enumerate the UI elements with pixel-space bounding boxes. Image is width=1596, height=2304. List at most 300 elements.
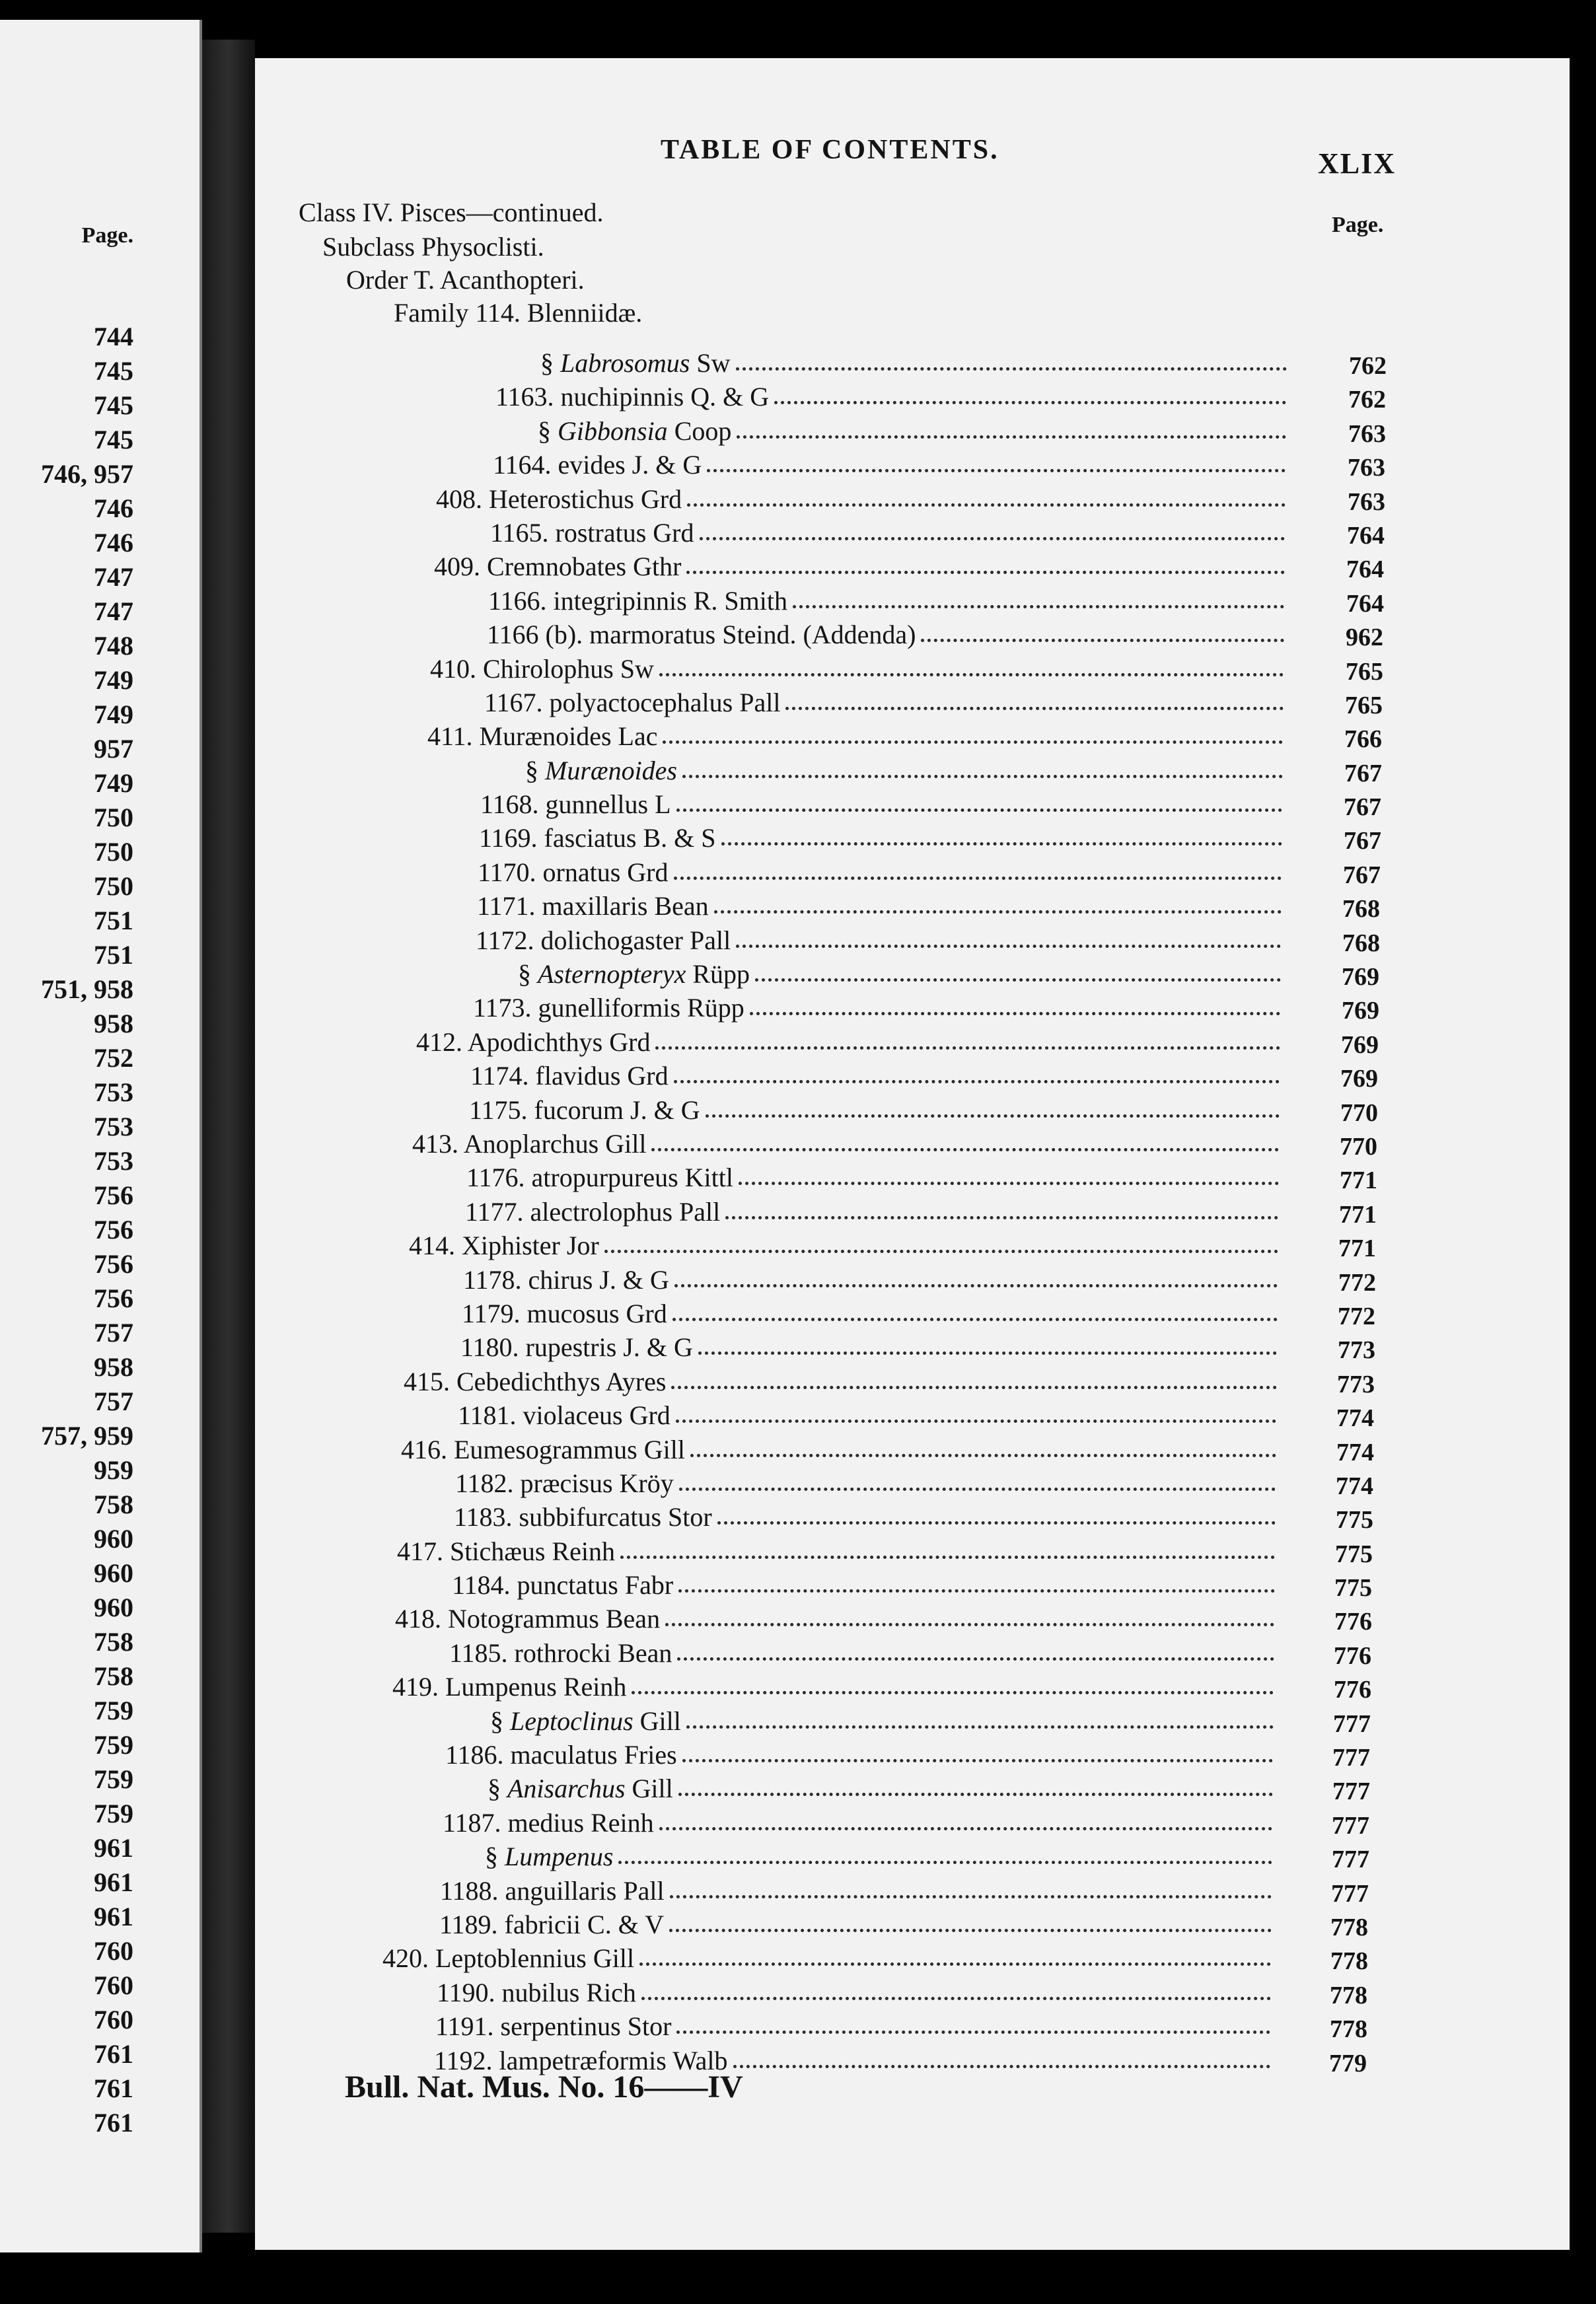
toc-entry-name: evides: [558, 450, 626, 480]
toc-entry-number: 1189.: [439, 1909, 505, 1939]
toc-entry: [0, 583, 1596, 616]
toc-entry-name: nuchipinnis: [560, 382, 684, 412]
toc-entry-label: [484, 687, 780, 718]
toc-entry-authority: Reinh: [591, 1807, 654, 1838]
toc-entry-label: [495, 381, 769, 412]
toc-entry-authority: Pall: [679, 1196, 721, 1227]
toc-entry-page: 773: [1338, 1336, 1375, 1365]
leader-dots: [682, 1759, 1273, 1762]
toc-entry-page: 776: [1334, 1676, 1371, 1704]
toc-entry-authority: Pall: [690, 925, 731, 955]
toc-entry-number: 1188.: [440, 1875, 505, 1906]
leader-dots: [774, 401, 1286, 404]
toc-entry: [0, 616, 1596, 650]
leader-dots: [671, 1386, 1277, 1389]
toc-entry-label: [490, 1706, 681, 1737]
leader-dots: [672, 1318, 1278, 1321]
toc-entry-label: [397, 1536, 615, 1567]
toc-entry-page: 767: [1343, 861, 1381, 889]
toc-entry-authority: Stor: [627, 2011, 672, 2042]
toc-entry-authority: Sw: [620, 653, 654, 684]
toc-entry-number: 1164.: [493, 450, 558, 480]
toc-entry-number: 1174.: [470, 1061, 536, 1091]
leader-dots: [651, 1148, 1279, 1151]
toc-entry-authority: Ayres: [605, 1366, 667, 1396]
toc-entry-label: [404, 1366, 666, 1397]
toc-entry-name: fabricii: [504, 1909, 581, 1939]
toc-entry-number: 1172.: [476, 925, 541, 955]
toc-entry: [0, 1601, 1596, 1634]
toc-entry-page: 774: [1336, 1404, 1374, 1433]
leader-dots: [793, 605, 1284, 608]
toc-entry-name: integripinnis: [553, 585, 687, 616]
toc-entry-authority: Grd: [626, 1298, 667, 1328]
toc-entry-authority: Rich: [586, 1977, 636, 2007]
left-page-number: 746: [94, 493, 133, 523]
toc-entry-name: Cebedichthys: [456, 1366, 600, 1396]
left-page-number: 760: [94, 1970, 133, 2000]
toc-entry-authority: Stor: [668, 1502, 712, 1532]
toc-entry-number: 1182.: [455, 1468, 521, 1498]
left-page-number: 747: [94, 562, 133, 592]
toc-entry-name: maxillaris: [542, 891, 648, 921]
toc-entry-page: 776: [1334, 1641, 1371, 1670]
toc-entry-page: 774: [1336, 1438, 1374, 1466]
toc-entry: [0, 1805, 1596, 1838]
toc-entry-number: §: [525, 755, 545, 785]
toc-entry-name: medius: [507, 1807, 585, 1838]
leader-dots: [641, 1997, 1271, 2000]
leader-dots: [676, 1420, 1276, 1423]
toc-entry-name: Heterostichus: [489, 484, 634, 514]
leader-dots: [674, 1080, 1280, 1083]
order-heading: Order T. Acanthopteri.: [346, 265, 585, 295]
toc-entry-authority: Grd: [609, 1026, 651, 1057]
toc-entry-authority: L: [655, 789, 671, 820]
left-page-number: 761: [94, 2039, 133, 2069]
toc-entry-number: 411.: [427, 721, 480, 752]
toc-entry-authority: Rüpp: [687, 993, 744, 1023]
toc-entry-authority: Gill: [593, 1943, 635, 1974]
left-page-number: 761: [94, 2073, 133, 2103]
toc-entry-label: [454, 1501, 712, 1532]
leader-dots: [618, 1861, 1272, 1864]
toc-entry-label: [412, 1128, 646, 1159]
toc-entry-label: [395, 1603, 660, 1634]
left-page-number: 745: [94, 425, 133, 454]
toc-entry-label: [490, 517, 694, 548]
toc-entry-name: nubilus: [501, 1977, 580, 2007]
toc-entry: [0, 1295, 1596, 1329]
toc-entry-number: 1173.: [473, 993, 538, 1023]
toc-entry-label: [401, 1434, 685, 1465]
toc-entry-label: [493, 449, 702, 480]
toc-entry-authority: Steind. (Addenda): [722, 620, 916, 650]
toc-entries: [0, 345, 1596, 2076]
toc-entry-label: [436, 484, 682, 515]
toc-entry-page: 769: [1342, 997, 1379, 1025]
left-page-number: 745: [94, 356, 133, 386]
left-page-number: 756: [94, 1180, 133, 1210]
leader-dots: [676, 809, 1283, 812]
toc-entry: [0, 2008, 1596, 2042]
toc-entry-authority: Gthr: [633, 552, 682, 582]
toc-entry-page: 777: [1332, 1811, 1369, 1840]
toc-entry-number: 1179.: [462, 1298, 527, 1328]
toc-entry-number: 1186.: [445, 1740, 511, 1770]
left-page-number: 960: [94, 1593, 133, 1622]
toc-entry-number: 408.: [436, 484, 489, 514]
toc-entry: [0, 1465, 1596, 1499]
left-page-number: 745: [94, 390, 133, 420]
toc-entry-name: Lumpenus: [445, 1672, 557, 1702]
left-page-number: 961: [94, 1902, 133, 1931]
toc-entry-label: [392, 1671, 626, 1702]
toc-entry-number: 1176.: [466, 1163, 532, 1193]
toc-entry-label: [540, 347, 731, 378]
toc-entry-authority: Gill: [643, 1434, 685, 1464]
toc-entry-number: §: [485, 1842, 505, 1872]
toc-entry: [0, 1126, 1596, 1159]
toc-entry-page: 769: [1340, 1065, 1378, 1093]
toc-entry-authority: Fabr: [624, 1570, 674, 1601]
toc-entry: [0, 1431, 1596, 1465]
leader-dots: [733, 2065, 1271, 2068]
toc-entry-number: 1170.: [478, 857, 543, 887]
left-page-number: 757: [94, 1318, 133, 1348]
leader-dots: [707, 469, 1286, 472]
leader-dots: [679, 1488, 1276, 1491]
toc-entry-authority: B. & S: [643, 823, 716, 853]
left-page-number: 751: [94, 940, 133, 970]
toc-entry-name: Chirolophus: [483, 653, 614, 684]
toc-entry: [0, 345, 1596, 378]
toc-entry: [0, 888, 1596, 921]
toc-entry: [0, 1159, 1596, 1193]
leader-dots: [755, 978, 1281, 982]
toc-entry-page: 763: [1348, 454, 1385, 482]
toc-entry-page: 772: [1338, 1302, 1375, 1330]
toc-entry-page: 767: [1344, 827, 1381, 855]
toc-entry-authority: Pall: [739, 687, 781, 717]
toc-entry-number: §: [538, 415, 558, 446]
leader-dots: [750, 1012, 1280, 1015]
toc-entry-authority: Grd: [629, 1400, 671, 1431]
left-page-number: 749: [94, 700, 133, 729]
toc-entry: [0, 1397, 1596, 1431]
toc-entry-number: 1187.: [443, 1807, 508, 1838]
toc-entry-number: 1185.: [449, 1638, 515, 1668]
toc-entry-page: 768: [1342, 895, 1380, 923]
toc-entry-authority: C. & V: [587, 1909, 664, 1939]
leader-dots: [604, 1250, 1278, 1253]
toc-entry-name: rothrocki: [514, 1638, 612, 1668]
toc-entry: [0, 548, 1596, 582]
leader-dots: [674, 877, 1282, 880]
toc-entry: [0, 1567, 1596, 1601]
toc-entry-name: Anoplarchus: [463, 1128, 599, 1159]
toc-entry-name: Stichæus: [450, 1536, 546, 1566]
toc-entry-authority: Grd: [640, 484, 682, 514]
toc-entry-number: 1190.: [437, 1977, 502, 2007]
leader-dots: [663, 740, 1283, 744]
toc-entry-label: [455, 1468, 674, 1499]
leader-dots: [737, 435, 1286, 439]
toc-entry-number: 409.: [434, 552, 487, 582]
toc-entry: [0, 820, 1596, 853]
toc-entry: [0, 752, 1596, 786]
toc-entry-name: Xiphister: [462, 1231, 560, 1261]
toc-entry: [0, 956, 1596, 990]
leader-dots: [686, 1725, 1274, 1729]
toc-entry-number: 1178.: [463, 1264, 528, 1295]
toc-entry-number: 1163.: [495, 382, 561, 412]
toc-entry: [0, 1770, 1596, 1804]
toc-entry-name: lampetræformis: [499, 2045, 667, 2075]
left-page-number: 751, 958: [41, 974, 133, 1004]
left-page-number: 753: [94, 1112, 133, 1141]
leader-dots: [639, 1962, 1271, 1966]
toc-entry-label: [478, 857, 669, 888]
toc-entry-name: polyactocephalus: [549, 687, 733, 717]
leader-dots: [659, 673, 1284, 676]
toc-entry-name: punctatus: [517, 1570, 618, 1601]
toc-entry-authority: J. & G: [623, 1332, 693, 1363]
toc-entry-number: §: [518, 959, 538, 990]
left-page-number: 759: [94, 1696, 133, 1725]
left-page-number: 760: [94, 1936, 133, 1966]
leader-dots: [678, 1589, 1275, 1593]
toc-entry: [0, 1329, 1596, 1363]
toc-entry-page: 770: [1340, 1132, 1377, 1161]
toc-entry-page: 764: [1346, 556, 1384, 584]
toc-entry-page: 777: [1332, 1846, 1369, 1874]
toc-entry-number: §: [540, 348, 560, 378]
leader-dots: [686, 571, 1285, 574]
toc-entry-page: 778: [1330, 1981, 1367, 2009]
toc-entry-number: 1175.: [469, 1095, 534, 1125]
toc-entry-label: [449, 1638, 672, 1669]
toc-entry-name: serpentinus: [500, 2011, 621, 2042]
toc-entry: [0, 378, 1596, 412]
toc-entry: [0, 1058, 1596, 1091]
toc-entry-name: gunelliformis: [538, 993, 681, 1023]
left-page-number: 757: [94, 1386, 133, 1416]
page-number-roman: XLIX: [1318, 147, 1396, 180]
toc-entry: [0, 718, 1596, 752]
toc-entry-name: Cremnobates: [487, 552, 627, 582]
toc-entry-page: 775: [1335, 1540, 1373, 1568]
leader-dots: [698, 1351, 1277, 1355]
toc-entry-number: §: [488, 1774, 507, 1804]
toc-entry-name: chirus: [528, 1264, 593, 1295]
toc-entry-label: [430, 653, 654, 684]
leader-dots: [632, 1691, 1274, 1694]
toc-entry-name: Notogrammus: [448, 1604, 599, 1634]
toc-entry-label: [538, 415, 731, 447]
left-page-number: 758: [94, 1627, 133, 1657]
toc-entry: [0, 1737, 1596, 1770]
toc-entry-label: [485, 1841, 613, 1872]
toc-entry-name: fucorum: [534, 1095, 624, 1125]
toc-entry-label: [487, 619, 916, 650]
toc-entry-page: 763: [1348, 419, 1386, 448]
toc-entry: [0, 854, 1596, 888]
toc-entry-page: 777: [1333, 1710, 1371, 1738]
toc-entry-page: 778: [1330, 1913, 1368, 1941]
toc-entry-authority: Gill: [632, 1774, 673, 1804]
left-page-number: 761: [94, 2108, 133, 2138]
toc-entry-label: [473, 992, 744, 1023]
toc-entry-authority: Reinh: [552, 1536, 616, 1566]
left-page-number: 753: [94, 1077, 133, 1107]
left-page-number: 747: [94, 596, 133, 626]
toc-entry: [0, 786, 1596, 820]
toc-entry-label: [470, 1060, 669, 1091]
toc-entry-label: [476, 925, 731, 956]
toc-entry-name: Lumpenus: [505, 1842, 614, 1872]
left-page-number: 750: [94, 803, 133, 832]
toc-entry-name: subbifurcatus: [519, 1502, 662, 1532]
toc-entry-authority: Fries: [624, 1740, 677, 1770]
toc-entry: [0, 1227, 1596, 1261]
toc-entry-name: anguillaris: [505, 1875, 617, 1906]
toc-entry-page: 767: [1344, 793, 1381, 822]
subclass-heading: Subclass Physoclisti.: [322, 232, 544, 262]
toc-entry-number: 1171.: [477, 891, 542, 921]
toc-entry: [0, 1906, 1596, 1940]
toc-entry-name: marmoratus: [589, 620, 716, 650]
toc-entry-page: 766: [1344, 725, 1382, 754]
toc-entry-number: 1183.: [454, 1502, 519, 1532]
leader-dots: [725, 1216, 1278, 1219]
toc-entry-authority: Rüpp: [692, 959, 750, 990]
left-page-number: 960: [94, 1558, 133, 1588]
toc-entry-name: fasciatus: [544, 823, 637, 853]
toc-entry: [0, 990, 1596, 1023]
toc-entry-page: 762: [1349, 352, 1387, 380]
leader-dots: [665, 1623, 1274, 1626]
family-heading: Family 114. Blenniidæ.: [394, 298, 643, 328]
left-page-number: 961: [94, 1867, 133, 1897]
leader-dots: [687, 503, 1286, 507]
toc-entry-page: 777: [1332, 1778, 1370, 1806]
toc-entry-number: 410.: [430, 653, 483, 684]
toc-entry-number: 1184.: [452, 1570, 517, 1601]
toc-entry-page: 765: [1345, 691, 1383, 719]
toc-entry: [0, 1940, 1596, 1974]
toc-entry-page: 962: [1346, 624, 1383, 652]
left-page-number: 746: [94, 528, 133, 558]
toc-entry-authority: Coop: [674, 415, 732, 446]
left-page-number: 957: [94, 734, 133, 764]
toc-entry-page: 777: [1332, 1744, 1370, 1772]
toc-entry-authority: Sw: [696, 348, 731, 378]
toc-entry-label: [434, 551, 681, 582]
toc-entry-name: Gibbonsia: [558, 415, 668, 446]
toc-entry: [0, 684, 1596, 718]
toc-entry-authority: R. Smith: [693, 585, 787, 616]
toc-entry-page: 765: [1346, 657, 1383, 686]
leader-dots: [700, 537, 1286, 540]
toc-entry-label: [488, 585, 787, 616]
left-page-number: 749: [94, 665, 133, 695]
left-page-number: 759: [94, 1730, 133, 1760]
toc-entry-label: [440, 1875, 665, 1906]
toc-entry-label: [445, 1739, 677, 1770]
page-footer: Bull. Nat. Mus. No. 16——IV: [345, 2070, 743, 2105]
leader-dots: [721, 842, 1282, 846]
leader-dots: [620, 1556, 1275, 1559]
toc-entry: [0, 1024, 1596, 1058]
toc-entry-name: maculatus: [510, 1740, 618, 1770]
toc-entry-name: alectrolophus: [530, 1196, 673, 1227]
left-page-number: 749: [94, 768, 133, 798]
toc-entry: [0, 1092, 1596, 1126]
toc-entry-authority: Pall: [623, 1875, 665, 1906]
left-page-number: 758: [94, 1490, 133, 1519]
toc-entry-name: Asternopteryx: [538, 959, 686, 990]
toc-entry: [0, 1703, 1596, 1737]
toc-entry-page: 774: [1336, 1472, 1373, 1500]
left-page-number: 760: [94, 2005, 133, 2034]
leader-dots: [682, 775, 1283, 778]
leader-dots: [717, 1521, 1276, 1525]
leader-dots: [736, 945, 1281, 948]
left-page-number: 746, 957: [41, 459, 133, 489]
toc-entry-name: mucosus: [526, 1298, 620, 1328]
toc-entry-name: præcisus: [520, 1468, 613, 1498]
leader-dots: [714, 910, 1282, 914]
toc-entry: [0, 1363, 1596, 1397]
toc-entry: [0, 651, 1596, 684]
toc-entry-page: 777: [1331, 1879, 1369, 1908]
left-page-number: 744: [94, 322, 133, 351]
toc-entry-page: 769: [1341, 1030, 1379, 1059]
toc-entry-authority: Grd: [627, 857, 669, 887]
leader-dots: [669, 1929, 1272, 1932]
toc-entry: [0, 1669, 1596, 1702]
toc-entry-number: 414.: [409, 1231, 462, 1261]
leader-dots: [736, 367, 1288, 371]
toc-entry-label: [427, 721, 657, 752]
toc-entry-label: [525, 755, 677, 786]
toc-entry-label: [518, 958, 750, 990]
toc-entry: [0, 922, 1596, 956]
toc-entry-authority: Jor: [566, 1231, 599, 1261]
leader-dots: [678, 1793, 1273, 1796]
toc-entry-name: rostratus: [555, 517, 647, 548]
toc-entry-page: 764: [1347, 521, 1385, 550]
toc-entry-name: Eumesogrammus: [454, 1434, 637, 1464]
toc-entry-authority: Reinh: [563, 1672, 627, 1702]
toc-entry-name: rupestris: [525, 1332, 617, 1363]
toc-entry-number: 1165.: [490, 517, 556, 548]
toc-entry-page: 771: [1339, 1200, 1377, 1229]
toc-entry-authority: Walb: [672, 2045, 728, 2075]
toc-entry-name: Anisarchus: [507, 1774, 626, 1804]
toc-entry: [0, 1499, 1596, 1532]
toc-entry-page: 775: [1336, 1506, 1373, 1534]
toc-entry: [0, 1533, 1596, 1567]
left-page-number: 750: [94, 871, 133, 901]
toc-entry-label: [435, 2011, 671, 2042]
toc-entry: [0, 1262, 1596, 1295]
toc-entry: [0, 1974, 1596, 2008]
left-page-number: 750: [94, 837, 133, 867]
toc-entry: [0, 413, 1596, 447]
toc-entry-authority: J. & G: [599, 1264, 669, 1295]
